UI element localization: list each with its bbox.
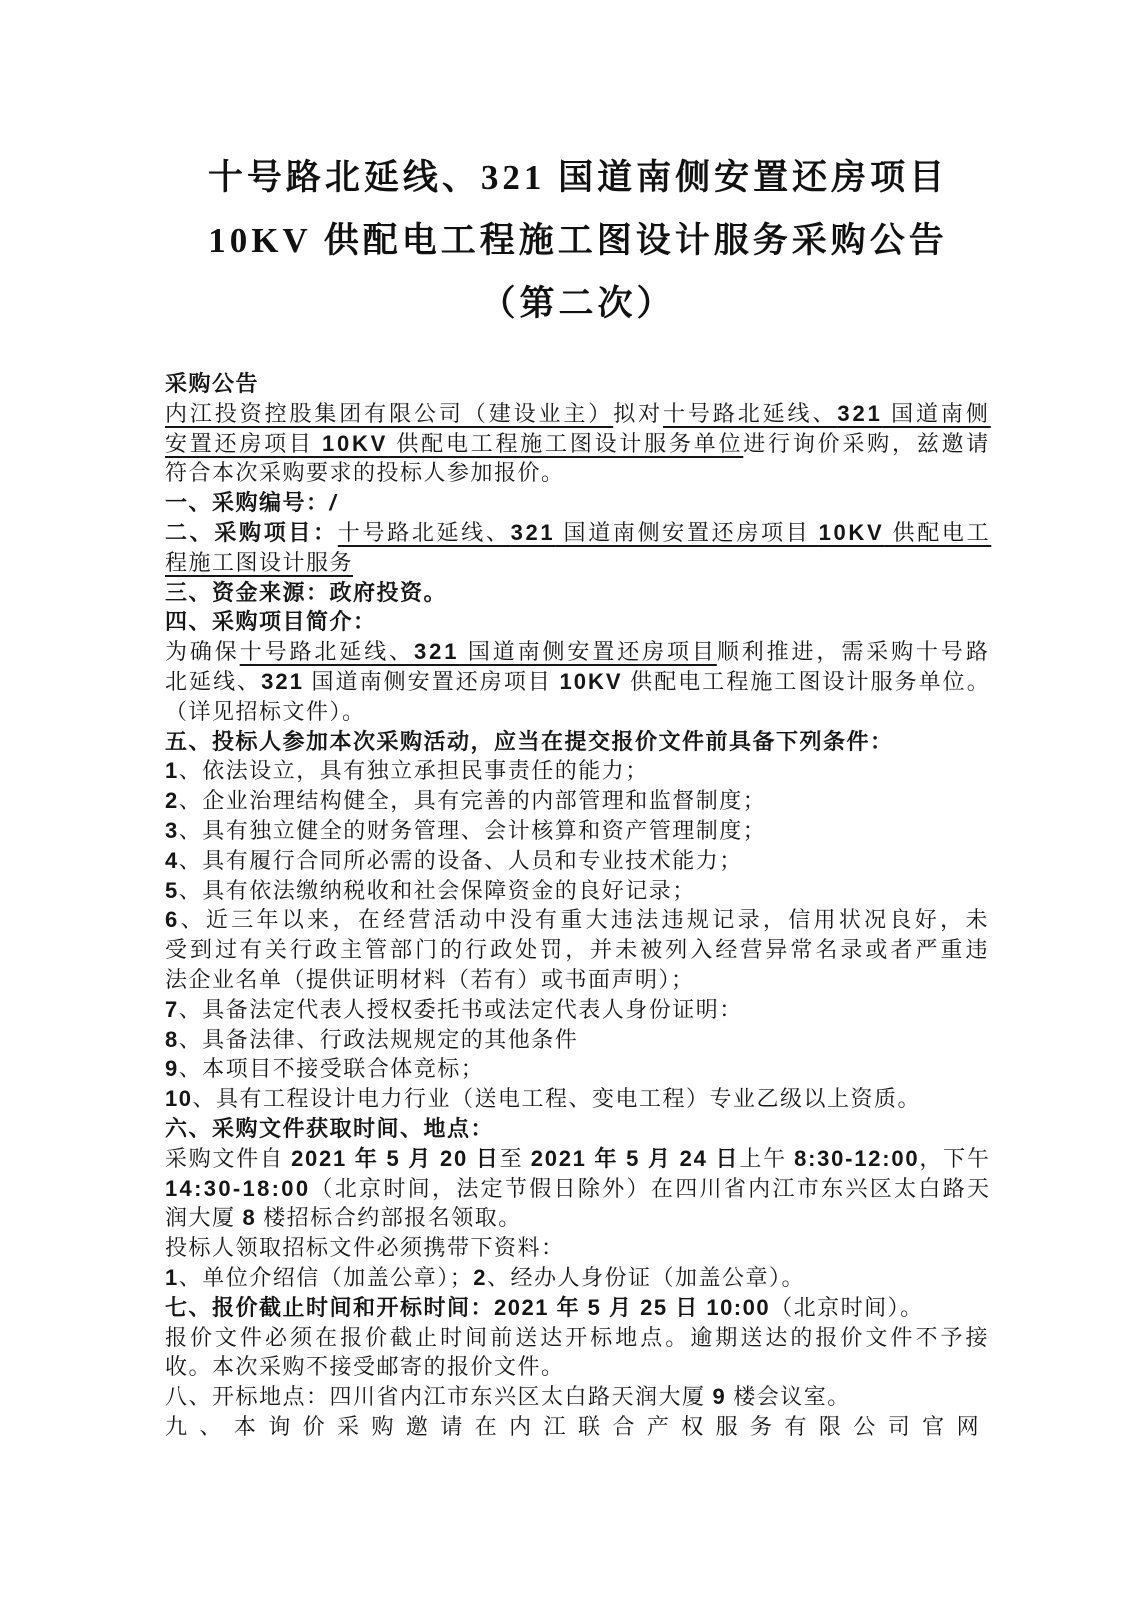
text-line-inner	[165, 816, 766, 846]
text-run: 、具有履行合同所必需的设备、人员和专业技术能力；	[178, 847, 743, 873]
text-run: 顺利推进，需采购十号路	[716, 639, 991, 665]
text-line	[165, 786, 991, 816]
text-line	[165, 1412, 991, 1442]
text-line	[165, 458, 991, 488]
text-line-inner	[165, 935, 991, 965]
text-line-inner	[165, 905, 991, 935]
text-line	[165, 429, 991, 459]
text-line	[165, 399, 991, 429]
text-line-inner	[165, 667, 991, 697]
text-line-inner	[165, 458, 565, 488]
text-line-inner	[165, 846, 743, 876]
text-run: 2021 年 5 月 25 日 10:00	[494, 1294, 771, 1320]
text-run: 321	[414, 639, 460, 665]
text-run: 国道南侧	[882, 400, 991, 426]
text-run: （详见招标文件）。	[165, 698, 366, 724]
text-line-inner	[165, 578, 447, 608]
text-run: 10KV	[559, 668, 623, 694]
text-line	[165, 1084, 991, 1114]
text-run: 8	[242, 1205, 257, 1231]
title-line-1: 十号路北延线、321 国道南侧安置还房项目	[207, 158, 949, 197]
text-line-inner	[165, 727, 894, 757]
text-run: 十号路北延线、	[663, 400, 838, 426]
text-run: 九、本询价采购邀请在内江联合产权服务有限公司官网	[165, 1413, 992, 1439]
text-run: 1	[165, 1264, 179, 1290]
title-line-3: （第二次）	[480, 284, 676, 323]
text-line	[165, 1203, 991, 1233]
text-run: 2	[473, 1264, 488, 1290]
text-line-inner	[165, 1323, 991, 1353]
text-run: 10KV	[818, 519, 885, 545]
text-run: 、具有工程设计电力行业（送电工程、变电工程）专业乙级以上资质。	[192, 1086, 921, 1112]
text-line-inner	[165, 756, 649, 786]
text-line-inner	[165, 369, 259, 399]
text-run: 1	[165, 758, 179, 784]
text-line-inner	[165, 1352, 565, 1382]
document-body	[165, 369, 991, 1442]
text-line	[165, 1263, 991, 1293]
text-line-inner	[165, 1263, 805, 1293]
text-run: 4	[165, 847, 179, 873]
text-run: 符合本次采购要求的投标人参加报价。	[165, 460, 565, 486]
text-run: 为确保	[165, 639, 240, 665]
text-run: 国道南侧安置还房项目	[459, 639, 717, 665]
text-run: 进行询价采购，兹邀请	[743, 430, 992, 456]
text-line-inner	[165, 965, 695, 995]
text-line	[165, 965, 991, 995]
text-line	[165, 1293, 991, 1323]
text-run: （北京时间）。	[770, 1294, 924, 1320]
text-line-inner	[165, 1203, 522, 1233]
text-run: 、近三年以来，在经营活动中没有重大违法违规记录，信用状况良好，未	[180, 907, 991, 933]
text-run: 2021 年 5 月 24 日	[530, 1145, 740, 1171]
text-line	[165, 846, 991, 876]
text-run: 供配电工程施工图设计服务单位	[388, 430, 744, 456]
text-run: 程施工图设计服务	[165, 549, 354, 575]
text-run: 2	[165, 788, 179, 814]
text-run: 受到过有关行政主管部门的行政处罚，并未被列入经营异常名录或者严重违	[165, 937, 991, 963]
text-run: 供配电工	[884, 519, 992, 545]
text-run: 法企业名单（提供证明材料（若有）或书面声明）；	[165, 966, 695, 992]
text-line	[165, 667, 991, 697]
text-line-inner	[165, 1382, 851, 1412]
text-line-inner	[165, 697, 366, 727]
text-run: 安置还房项目	[165, 430, 322, 456]
text-run: 润大厦	[165, 1205, 243, 1231]
text-line-inner	[165, 399, 991, 429]
text-line	[165, 727, 991, 757]
text-run: 国道南侧安置还房项目	[303, 668, 560, 694]
text-line	[165, 816, 991, 846]
text-run: 内江投资控股集团有限公司（建设业主）	[165, 400, 614, 426]
document-content	[165, 146, 991, 1442]
text-run: 二、采购项目：	[165, 519, 338, 545]
text-line-inner	[165, 1174, 991, 1204]
text-run: 六、采购文件获取时间、地点：	[165, 1115, 495, 1141]
text-run: 、依法设立，具有独立承担民事责任的能力；	[178, 758, 649, 784]
text-line-inner	[165, 1025, 578, 1055]
title-line-2: 10KV 供配电工程施工图设计服务采购公告	[208, 221, 948, 260]
text-run: /	[329, 490, 338, 516]
text-run: 、具有依法缴纳税收和社会保障资金的良好记录；	[178, 877, 696, 903]
text-line	[165, 1382, 991, 1412]
text-run: 楼会议室。	[726, 1384, 851, 1410]
text-line-inner	[165, 786, 766, 816]
text-run: 、经办人身份证（加盖公章）。	[487, 1264, 806, 1290]
text-run: 、单位介绍信（加盖公章）；	[178, 1264, 474, 1290]
text-run: 采购文件自	[165, 1145, 292, 1171]
text-run: （北京时间，法定节假日除外）在四川省内江市东兴区太白路天	[310, 1175, 992, 1201]
text-run: 7	[165, 996, 179, 1022]
text-line	[165, 1114, 991, 1144]
text-line	[165, 1323, 991, 1353]
text-line-inner	[165, 1084, 921, 1114]
text-line-inner	[165, 518, 991, 548]
text-line-inner	[165, 607, 377, 637]
text-line-inner	[165, 637, 991, 667]
text-line	[165, 369, 991, 399]
text-run: 321	[261, 668, 304, 694]
text-run: 、具备法律、行政法规规定的其他条件	[178, 1026, 579, 1052]
text-line	[165, 935, 991, 965]
text-line	[165, 548, 991, 578]
text-run: 国道南侧安置还房项目	[555, 519, 819, 545]
text-line	[165, 488, 991, 518]
text-line	[165, 607, 991, 637]
text-line	[165, 1025, 991, 1055]
text-line	[165, 1174, 991, 1204]
text-run: 321	[837, 400, 883, 426]
text-line	[165, 1352, 991, 1382]
text-run: 拟对	[613, 400, 664, 426]
text-run: 、具备法定代表人授权委托书或法定代表人身份证明：	[178, 996, 743, 1022]
text-run: 10	[165, 1086, 193, 1112]
text-line-inner	[165, 1144, 991, 1174]
text-line-inner	[165, 876, 696, 906]
text-run: 、具有独立健全的财务管理、会计核算和资产管理制度；	[178, 817, 767, 843]
text-line	[165, 518, 991, 548]
text-run: 八、开标地点：四川省内江市东兴区太白路天润大厦	[165, 1384, 713, 1410]
text-run: 321	[510, 519, 556, 545]
text-run: 采购公告	[165, 371, 260, 396]
text-line	[165, 876, 991, 906]
text-line-inner	[165, 995, 743, 1025]
text-line-inner	[165, 1293, 924, 1323]
text-line	[165, 1144, 991, 1174]
text-run: 8:30-12:00	[794, 1145, 920, 1171]
text-run: 5	[165, 877, 179, 903]
text-run: 、企业治理结构健全，具有完善的内部管理和监督制度；	[178, 788, 767, 814]
text-run: 8	[165, 1026, 179, 1052]
text-run: 供配电工程施工图设计服务单位。	[622, 668, 991, 694]
text-run: 北延线、	[165, 668, 262, 694]
text-run: ，下午	[919, 1145, 991, 1171]
text-line-inner	[165, 548, 353, 578]
text-run: 十号路北延线、	[337, 519, 511, 545]
text-run: 十号路北延线、	[239, 639, 415, 665]
text-line-inner	[165, 1233, 565, 1263]
text-line	[165, 905, 991, 935]
text-run: 七、报价截止时间和开标时间：	[165, 1294, 495, 1320]
text-line-inner	[165, 1114, 494, 1144]
document-title	[165, 146, 991, 335]
text-run: 四、采购项目简介：	[165, 609, 377, 635]
text-run: 至	[499, 1145, 531, 1171]
text-run: 、本项目不接受联合体竞标；	[178, 1056, 485, 1082]
text-run: 6	[165, 907, 181, 933]
text-run: 三、资金来源：政府投资。	[165, 579, 448, 605]
text-line	[165, 756, 991, 786]
text-line	[165, 637, 991, 667]
text-run: 10KV	[321, 430, 389, 456]
text-line-inner	[165, 429, 991, 459]
text-line	[165, 578, 991, 608]
text-run: 一、采购编号：	[165, 490, 330, 516]
text-run: 上午	[739, 1145, 795, 1171]
text-run: 报价文件必须在报价截止时间前送达开标地点。逾期送达的报价文件不予接	[165, 1324, 991, 1350]
text-run: 2021 年 5 月 20 日	[291, 1145, 500, 1171]
text-line	[165, 995, 991, 1025]
text-line-inner	[165, 1412, 991, 1442]
text-line	[165, 697, 991, 727]
text-run: 9	[165, 1056, 179, 1082]
text-line-inner	[165, 488, 337, 518]
text-run: 9	[712, 1384, 727, 1410]
text-run: 14:30-18:00	[165, 1175, 311, 1201]
text-run: 3	[165, 817, 179, 843]
text-line	[165, 1233, 991, 1263]
text-run: 楼招标合约部报名领取。	[256, 1205, 522, 1231]
text-line-inner	[165, 1054, 484, 1084]
text-line	[165, 1054, 991, 1084]
text-run: 收。本次采购不接受邮寄的报价文件。	[165, 1354, 565, 1380]
text-run: 五、投标人参加本次采购活动，应当在提交报价文件前具备下列条件：	[165, 728, 894, 754]
text-run: 投标人领取招标文件必须携带下资料：	[165, 1235, 565, 1261]
